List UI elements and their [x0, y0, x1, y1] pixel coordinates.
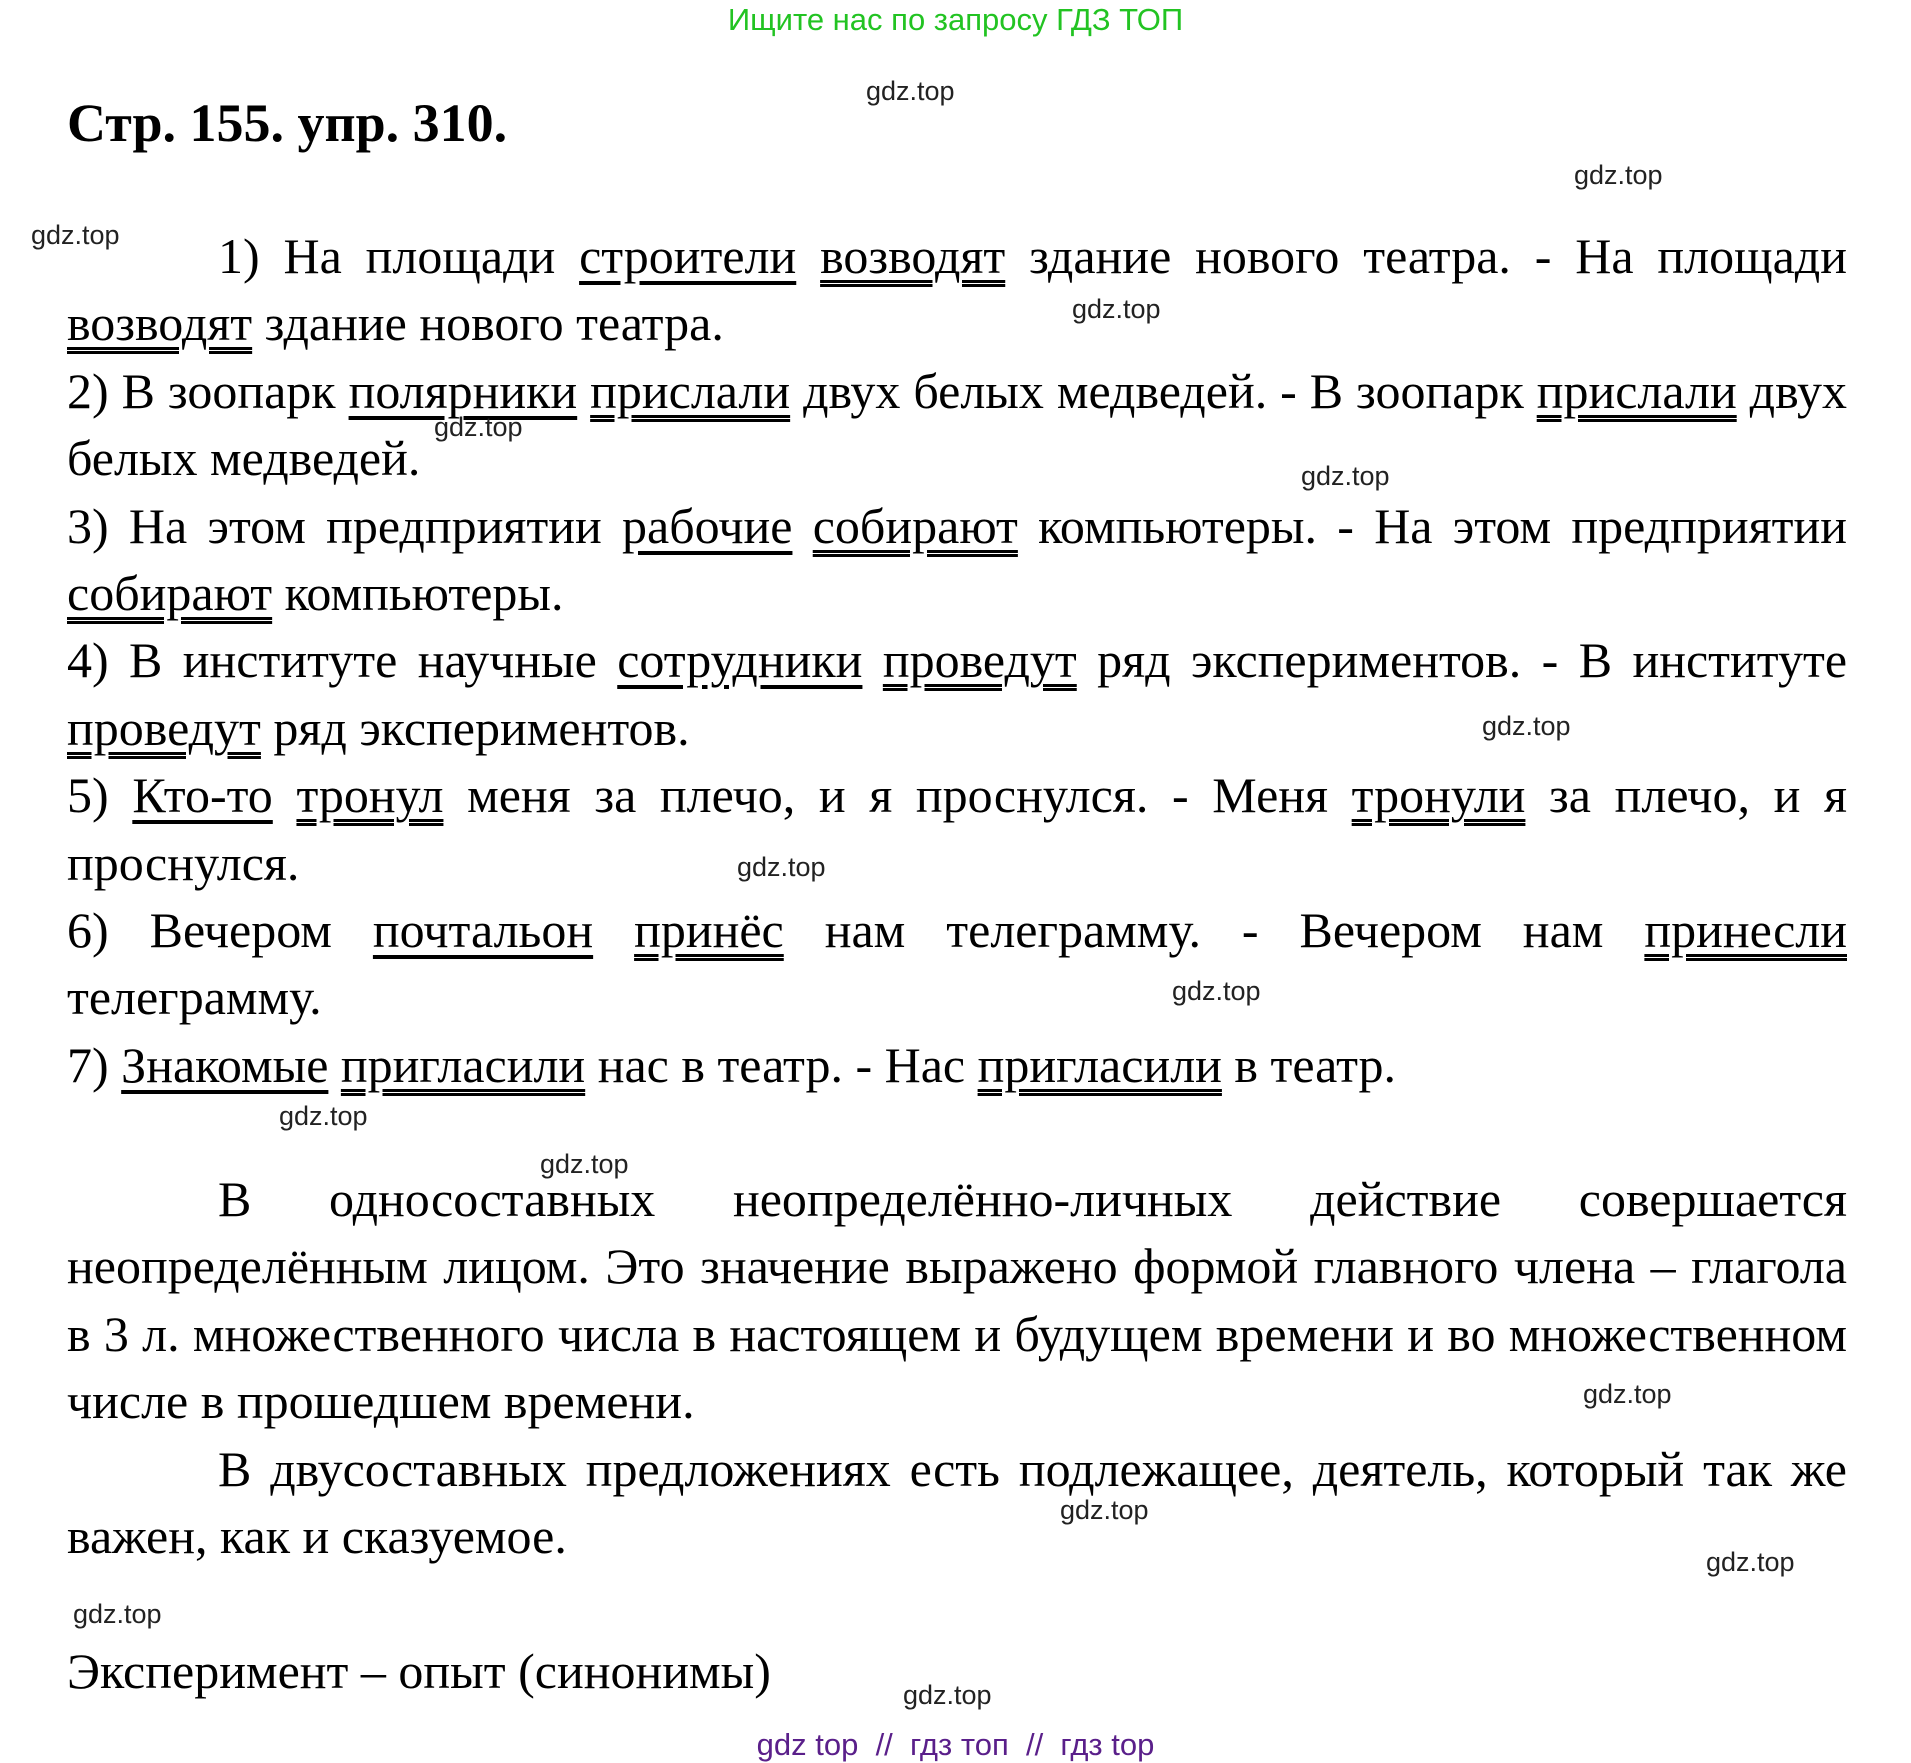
sentence-text: 4) В институте научные: [67, 632, 618, 689]
predicate-word: собирают: [812, 497, 1018, 554]
subject-word: рабочие: [622, 497, 793, 554]
sentence-text: 6) Вечером: [67, 902, 373, 959]
exercise-item: [67, 358, 1847, 493]
predicate-word: проведут: [882, 632, 1077, 689]
sentence-text: компьютеры.: [272, 565, 564, 622]
watermark: gdz.top: [1482, 711, 1571, 741]
exercise-item: [67, 223, 1847, 358]
top-banner: Ищите нас по запросу ГДЗ ТОП: [727, 2, 1184, 37]
sentence-text: [862, 632, 882, 688]
synonyms-text: Эксперимент – опыт (синонимы): [67, 1643, 771, 1699]
sentence-text: меня за плечо, и я проснулся. - Меня: [443, 767, 1352, 824]
sentence-text: ряд экспериментов.: [260, 699, 690, 756]
watermark: gdz.top: [73, 1599, 162, 1629]
predicate-word: тронул: [296, 767, 444, 824]
subject-word: Знакомые: [121, 1036, 329, 1093]
sentence-text: [593, 902, 634, 958]
exercise-item: [67, 493, 1847, 628]
sentence-text: [792, 498, 812, 554]
watermark: gdz.top: [1072, 294, 1161, 324]
watermark: gdz.top: [1574, 160, 1663, 190]
sentence-text: в театр.: [1221, 1036, 1397, 1093]
predicate-word: возводят: [67, 295, 253, 352]
exercise-item: [67, 1032, 1847, 1099]
sentence-text: здание нового театра.: [252, 295, 724, 352]
sentence-text: 5): [67, 767, 133, 824]
explanation-paragraph: В двусоставных предложениях есть подлежащее, деятель, который так же важен, как и сказуемое.: [67, 1440, 1847, 1565]
watermark: gdz.top: [540, 1149, 629, 1179]
watermark: gdz.top: [279, 1101, 368, 1131]
subject-word: полярники: [348, 362, 578, 419]
sentence-text: двух белых медведей.: [67, 362, 1847, 487]
predicate-word: прислали: [590, 362, 791, 419]
sentence-text: [273, 767, 297, 823]
subject-word: сотрудники: [617, 632, 863, 689]
exercise-item: [67, 897, 1847, 1032]
watermark: gdz.top: [866, 76, 955, 106]
sentence-text: телеграмму.: [67, 969, 322, 1026]
sentence-text: 2) В зоопарк: [67, 362, 349, 419]
sentence-text: нам телеграмму. - Вечером нам: [783, 902, 1645, 959]
sentence-text: здание нового театра. - На площади: [1005, 228, 1847, 284]
sentence-text: ряд экспериментов. - В институте: [1076, 632, 1848, 689]
sentence-text: 3) На этом предприятии: [67, 497, 623, 554]
exercise-item: [67, 627, 1847, 762]
sentence-text: нас в театр. - Нас: [585, 1036, 978, 1093]
watermark: gdz.top: [1172, 976, 1261, 1006]
subject-word: почтальон: [372, 902, 594, 959]
predicate-word: прислали: [1536, 362, 1737, 419]
watermark: gdz.top: [1706, 1547, 1795, 1577]
subject-word: строители: [579, 228, 797, 284]
predicate-word: проведут: [67, 699, 261, 756]
sentence-text: за плечо, и я проснулся.: [67, 767, 1848, 891]
predicate-word: пригласили: [977, 1036, 1222, 1093]
sentence-text: 1) На площади: [218, 228, 580, 284]
sentence-text: [577, 363, 590, 419]
predicate-word: принесли: [1644, 902, 1847, 959]
watermark: gdz.top: [1301, 461, 1390, 491]
bottom-banner: gdz top // гдз топ // гдз top: [756, 1727, 1155, 1762]
sentence-text: 7): [67, 1036, 122, 1093]
predicate-word: собирают: [67, 565, 273, 622]
exercise-item: [67, 762, 1847, 897]
watermark: gdz.top: [434, 412, 523, 442]
predicate-word: принёс: [634, 902, 784, 959]
watermark: gdz.top: [903, 1680, 992, 1710]
exercise-answers: [67, 223, 1847, 1099]
watermark: gdz.top: [737, 852, 826, 882]
watermark: gdz.top: [31, 220, 120, 250]
sentence-text: [796, 228, 820, 284]
subject-word: Кто-то: [132, 767, 273, 824]
predicate-word: возводят: [820, 228, 1006, 284]
sentence-text: двух белых медведей. - В зоопарк: [790, 362, 1537, 419]
explanation-paragraph: В односоставных неопределённо-личных действие совершается неопределённым лицом. Это значение выражено формой главного члена – глагола в 3 л. множественного числа в настоящем и будущем времени и во множественном числе в прошедшем времени.: [67, 1171, 1847, 1430]
watermark: gdz.top: [1583, 1379, 1672, 1409]
predicate-word: тронули: [1351, 767, 1526, 824]
sentence-text: компьютеры. - На этом предприятии: [1017, 497, 1847, 554]
explanation: [67, 1166, 1847, 1570]
sentence-text: [328, 1037, 341, 1093]
page-title: Стр. 155. упр. 310.: [67, 93, 508, 153]
predicate-word: пригласили: [340, 1036, 586, 1093]
watermark: gdz.top: [1060, 1495, 1149, 1525]
